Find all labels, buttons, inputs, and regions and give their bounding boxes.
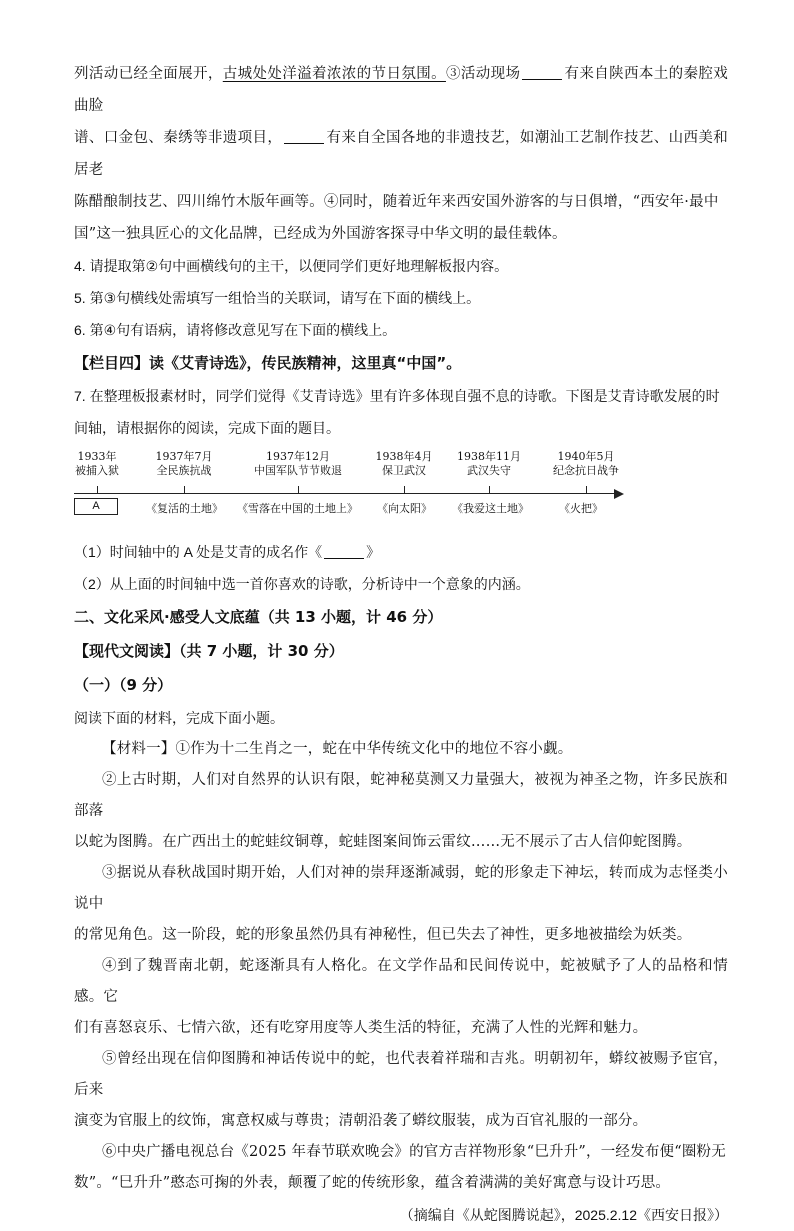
timeline-tick [97,486,98,493]
timeline-arrow-icon [614,489,624,499]
timeline-event: 1933年 被捕入狱 [75,450,119,477]
timeline-tick [298,486,299,493]
question-7-line-2: 间轴，请根据你的阅读，完成下面的题目。 [74,420,340,436]
timeline-axis [74,493,619,494]
blank-a[interactable] [324,544,364,559]
intro-line-1: 列活动已经全面展开，古城处处洋溢着浓浓的节日氛围。③活动现场 有来自陕西本土的秦腔戏曲脸 [74,66,729,114]
timeline-work: 《复活的土地》 [146,502,223,515]
timeline-work: 《我爱这土地》 [452,502,529,515]
timeline-tick [586,486,587,493]
timeline-work: 《雪落在中国的土地上》 [237,502,358,515]
material-paragraph: ④到了魏晋南北朝，蛇逐渐具有人格化。在文学作品和民间传说中，蛇被赋予了人的品格和情感。它 [74,958,728,1005]
intro-line-2: 谱、口金包、秦绣等非遗项目， 有来自全国各地的非遗技艺，如潮汕工艺制作技艺、山西美和居老 [74,130,728,178]
question-6: 6. 第④句有语病，请将修改意见写在下面的横线上。 [74,322,397,338]
timeline-box-a: A [74,498,118,515]
material-paragraph: ③据说从春秋战国时期开始，人们对神的崇拜逐渐减弱，蛇的形象走下神坛，转而成为志怪类小说中 [74,865,728,912]
subsection-heading: （一）（9 分） [74,676,173,694]
timeline-event: 1937年7月 全民族抗战 [155,450,213,477]
part-2-heading: 二、文化采风·感受人文底蕴（共 13 小题，计 46 分） [74,608,443,626]
question-5: 5. 第③句横线处需填写一组恰当的关联词，请写在下面的横线上。 [74,290,481,306]
material-paragraph: ⑥中央广播电视总台《2025 年春节联欢晚会》的官方吉祥物形象“巳升升”，一经发布便“圈粉无 [102,1144,726,1160]
timeline-work: 《火把》 [559,502,603,515]
source-citation: （摘编自《从蛇图腾说起》，2025.2.12《西安日报》） [399,1207,728,1223]
timeline-tick [184,486,185,493]
timeline-event: 1940年5月 纪念抗日战争 [553,450,619,477]
timeline-event: 1938年4月 保卫武汉 [375,450,433,477]
timeline-event: 1937年12月 中国军队节节败退 [254,450,342,477]
timeline-tick [489,486,490,493]
material-paragraph-cont: 数”。“巳升升”憨态可掬的外表，颠覆了蛇的传统形象，蕴含着满满的美好寓意与设计巧思。 [74,1175,671,1191]
question-4: 4. 请提取第②句中画横线句的主干，以便同学们更好地理解板报内容。 [74,258,509,274]
material-paragraph-cont: 们有喜怒哀乐、七情六欲，还有吃穿用度等人类生活的特征，充满了人性的光辉和魅力。 [74,1020,648,1036]
timeline-event: 1938年11月 武汉失守 [457,450,521,477]
exam-page [74,58,728,1231]
intro-line-4: 国”这一独具匠心的文化品牌，已经成为外国游客探寻中华文明的最佳载体。 [74,226,567,242]
material-paragraph-cont: 的常见角色。这一阶段，蛇的形象虽然仍具有神秘性，但已失去了神性，更多地被描绘为妖类。 [74,927,692,943]
blank-1[interactable] [522,65,562,80]
material-paragraph-cont: 以蛇为图腾。在广西出土的蛇蛙纹铜尊，蛇蛙图案间饰云雷纹……无不展示了古人信仰蛇图腾。 [74,834,692,850]
section-4-heading: 【栏目四】读《艾青诗选》，传民族精神，这里真“中国”。 [74,354,462,372]
material-paragraph: ②上古时期，人们对自然界的认识有限，蛇神秘莫测又力量强大，被视为神圣之物，许多民族和部落 [74,772,728,819]
material-paragraph: 【材料一】①作为十二生肖之一，蛇在中华传统文化中的地位不容小觑。 [102,741,573,757]
question-7-line-1: 7. 在整理板报素材时，同学们觉得《艾青诗选》里有许多体现自强不息的诗歌。下图是艾青诗歌发展的时 [74,388,720,404]
timeline-tick [404,486,405,493]
poetry-timeline [74,450,634,532]
reading-instruction: 阅读下面的材料，完成下面小题。 [74,710,284,726]
blank-2[interactable] [284,129,324,144]
material-paragraph-cont: 演变为官服上的纹饰，寓意权威与尊贵；清朝沿袭了蟒纹服装，成为百官礼服的一部分。 [74,1113,648,1129]
intro-line-3: 陈醋酿制技艺、四川绵竹木版年画等。④同时，随着近年来西安国外游客的与日俱增，“西安年·最中 [74,194,719,210]
material-one [74,734,728,1199]
material-paragraph: ⑤曾经出现在信仰图腾和神话传说中的蛇，也代表着祥瑞和吉兆。明朝初年，蟒纹被赐予宦官，后来 [74,1051,728,1098]
underlined-sentence: 古城处处洋溢着浓浓的节日氛围。 [222,66,446,82]
intro-passage [74,58,728,250]
modern-reading-heading: 【现代文阅读】（共 7 小题，计 30 分） [74,642,344,660]
timeline-work: 《向太阳》 [377,502,432,515]
question-7-sub-2: （2）从上面的时间轴中选一首你喜欢的诗歌，分析诗中一个意象的内涵。 [74,576,530,592]
question-7-sub-1: （1）时间轴中的 A 处是艾青的成名作《 》 [74,544,381,560]
